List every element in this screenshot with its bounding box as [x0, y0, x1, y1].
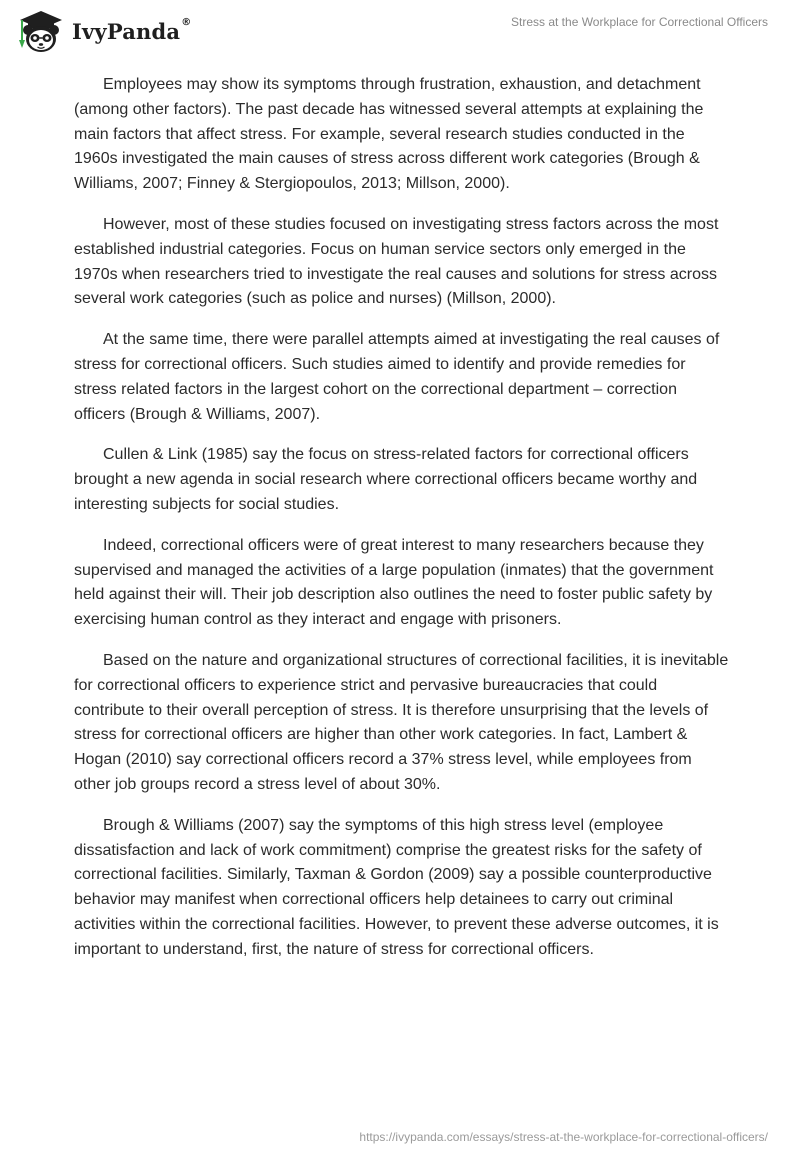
paragraph: Employees may show its symptoms through frustration, exhaustion, and detachment (among other factors). The past decade has witnessed several attempts at explaining the main factors that affect stress. For example, several research studies conducted in the 1960s investigated the main causes of stress across different work categories (Brough & Williams, 2007; Finney & Stergiopoulos, 2013; Millson, 2000).	[74, 76, 704, 193]
paragraph: Cullen & Link (1985) say the focus on stress-related factors for correctional officers brought a new agenda in social research where correctional officers became worthy and interesting subjects for social studies.	[74, 446, 698, 513]
ivypanda-logo[interactable]	[14, 8, 191, 54]
panda-graduate-icon	[14, 8, 68, 54]
paragraph: Based on the nature and organizational structures of correctional facilities, it is inevitable for correctional officers to experience strict and pervasive bureaucracies that could contribute to their overall perception of stress. It is therefore unsurprising that the levels of stress for correctional officers are higher than other work categories. In fact, Lambert & Hogan (2010) say correctional officers record a 37% stress level, while employees from other job groups record a stress level of about 30%.	[74, 651, 729, 793]
paragraph: Indeed, correctional officers were of great interest to many researchers because they supervised and managed the activities of a large population (inmates) that the government held against their will. Their job description also outlines the need to foster public safety by exercising human control as they interact and engage with prisoners.	[74, 536, 714, 629]
registered-mark: ®	[181, 16, 192, 28]
document-title: Stress at the Workplace for Correctional Officers	[511, 15, 768, 29]
page-header	[0, 0, 800, 56]
paragraph: Brough & Williams (2007) say the symptoms of this high stress level (employee dissatisfaction and lack of work commitment) comprise the greatest risks for the safety of correctional facilities. Similarly, Taxman & Gordon (2009) say a possible counterproductive behavior may manifest when correctional officers help detainees to carry out criminal activities within the correctional facilities. However, to prevent these adverse outcomes, it is important to understand, first, the nature of stress for correctional officers.	[74, 816, 719, 958]
source-url[interactable]: https://ivypanda.com/essays/stress-at-the-workplace-for-correctional-officers/	[359, 1130, 768, 1144]
paragraph: However, most of these studies focused on investigating stress factors across the most established industrial categories. Focus on human service sectors only emerged in the 1970s when researchers tried to investigate the real causes and solutions for stress across several work categories (such as police and nurses) (Millson, 2000).	[74, 215, 719, 308]
brand-name-text: IvyPanda	[72, 18, 181, 44]
brand-name	[72, 16, 192, 44]
paragraph: At the same time, there were parallel attempts aimed at investigating the real causes of stress for correctional officers. Such studies aimed to identify and provide remedies for stress related factors in the largest cohort on the correctional department – correction officers (Brough & Williams, 2007).	[74, 331, 720, 423]
essay-body	[74, 73, 730, 979]
